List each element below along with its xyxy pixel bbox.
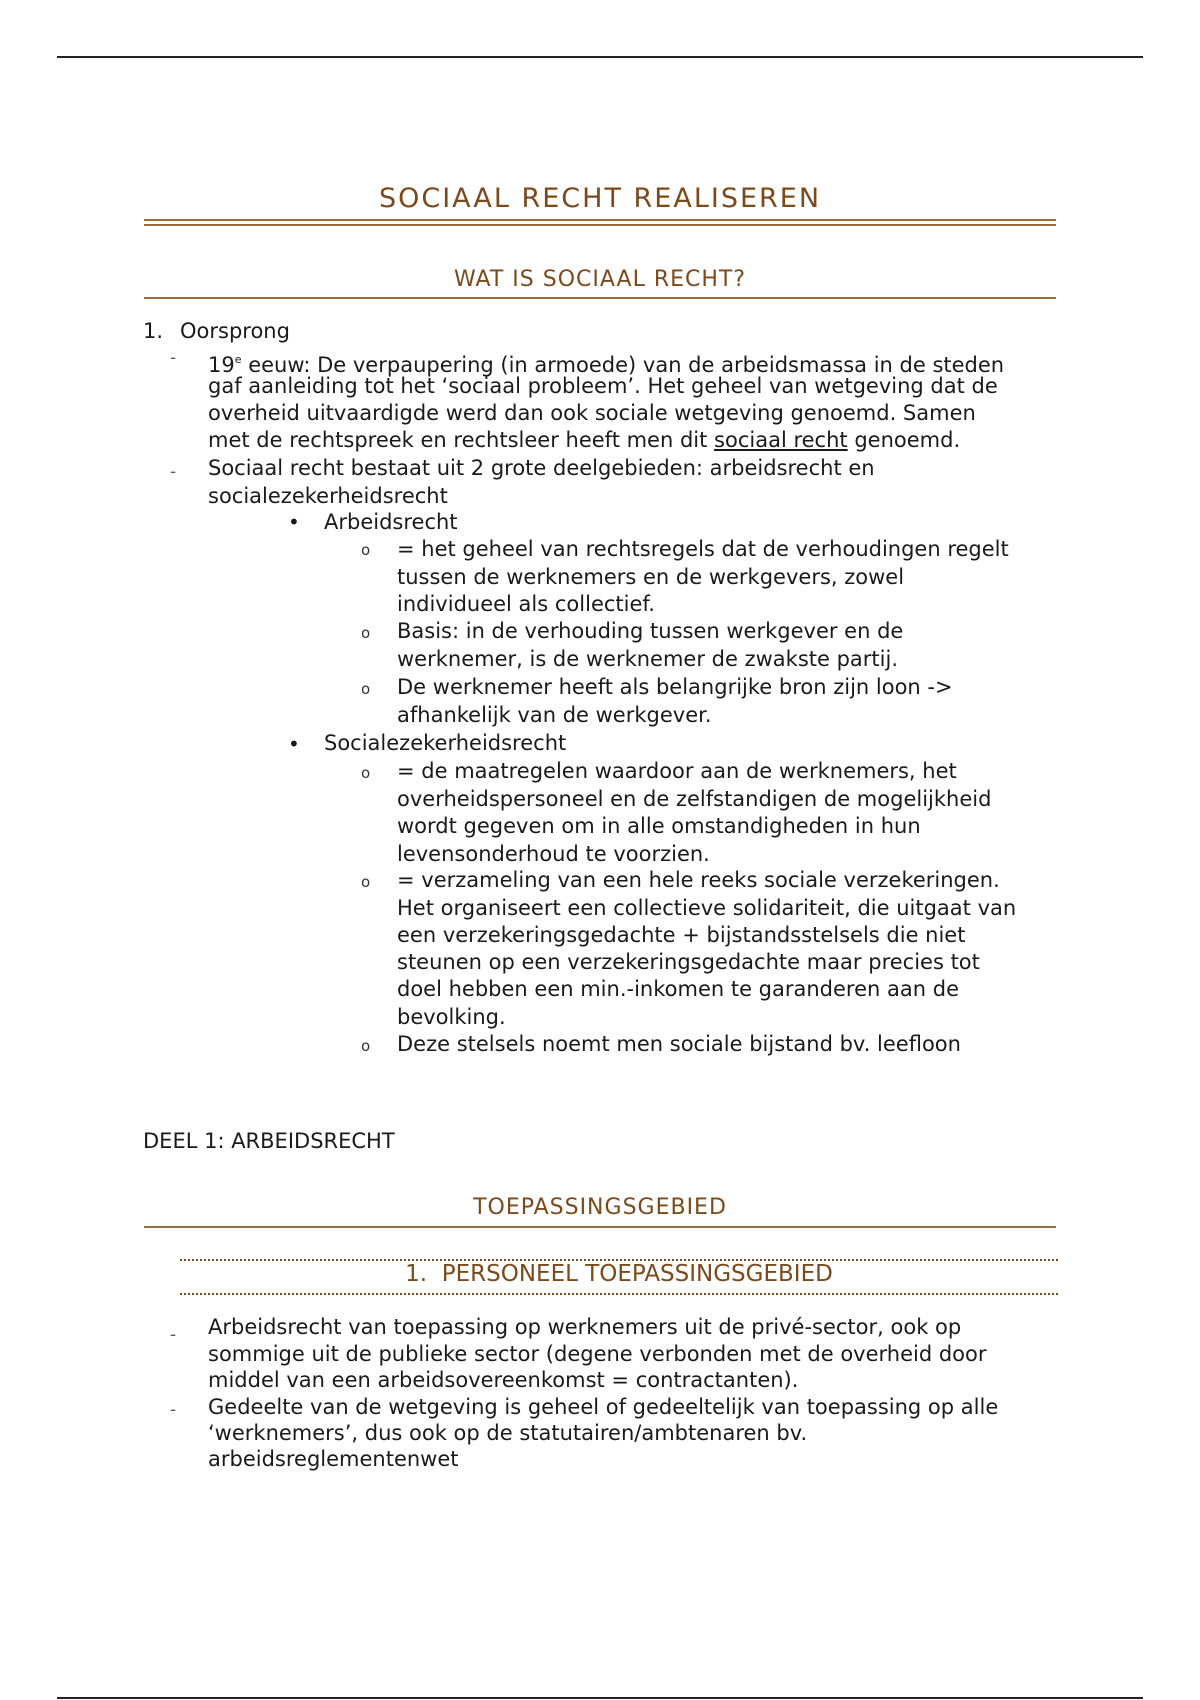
sub-point-line: steunen op een verzekeringsgedachte maar precies tot <box>397 950 980 974</box>
sub-point-line: overheidspersoneel en de zelfstandigen de mogelijkheid <box>397 787 992 811</box>
sub-point-line: levensonderhoud te voorzien. <box>397 842 710 866</box>
sub-point-line: Het organiseert een collectieve solidariteit, die uitgaat van <box>397 896 1017 920</box>
title-double-rule <box>144 219 1056 226</box>
bullet-label-szr: Socialezekerheidsrecht <box>324 731 567 755</box>
sub-point-line: individueel als collectief. <box>397 592 655 616</box>
section-heading-wat-is: WAT IS SOCIAAL RECHT? <box>453 267 747 292</box>
sub-point-line: werknemer, is de werknemer de zwakste partij. <box>397 647 898 671</box>
sub-point-line: afhankelijk van de werkgever. <box>397 703 712 727</box>
section-rule-1 <box>144 297 1056 299</box>
sub-point-line: een verzekeringsgedachte + bijstandsstelsels die niet <box>397 923 966 947</box>
sub-point-line: wordt gegeven om in alle omstandigheden in hun <box>397 814 921 838</box>
paragraph-line <box>208 427 960 454</box>
sub-point-line: = het geheel van rechtsregels dat de verhoudingen regelt <box>397 537 1009 561</box>
circle-marker: o <box>361 1037 371 1055</box>
paragraph-line: sommige uit de publieke sector (degene verbonden met de overheid door <box>208 1342 987 1366</box>
dash-marker: - <box>170 1400 177 1420</box>
paragraph-line: ‘werknemers’, dus ook op de statutairen/ambtenaren bv. <box>208 1421 808 1445</box>
dash-marker: - <box>170 348 177 368</box>
sub-point-line: De werknemer heeft als belangrijke bron zijn loon -> <box>397 675 953 699</box>
sub-point-line: Deze stelsels noemt men sociale bijstand bv. leefloon <box>397 1032 961 1056</box>
circle-marker: o <box>361 873 371 891</box>
paragraph-line: arbeidsreglementenwet <box>208 1447 459 1471</box>
sub-point-line: = de maatregelen waardoor aan de werknemers, het <box>397 759 957 783</box>
dash-marker: - <box>170 1325 177 1345</box>
paragraph-line: gaf aanleiding tot het ‘sociaal probleem’. Het geheel van wetgeving dat de <box>208 374 998 398</box>
sub-point-line: doel hebben een min.-inkomen te garanderen aan de <box>397 977 959 1001</box>
paragraph-text: met de rechtspreek en rechtsleer heeft men dit <box>208 428 715 452</box>
list-label-oorsprong: Oorsprong <box>180 319 290 343</box>
subheading-text: PERSONEEL TOEPASSINGSGEBIED <box>441 1261 833 1287</box>
paragraph-line: overheid uitvaardigde werd dan ook sociale wetgeving genoemd. Samen <box>208 401 976 425</box>
page-title: SOCIAAL RECHT REALISEREN <box>378 183 822 214</box>
sub-point-line: tussen de werknemers en de werkgevers, zowel <box>397 565 905 589</box>
paragraph-line: socialezekerheidsrecht <box>208 484 448 508</box>
subheading-number: 1. <box>405 1261 428 1287</box>
bullet-label-arbeidsrecht: Arbeidsrecht <box>324 510 458 534</box>
section-rule-2 <box>144 1226 1056 1228</box>
paragraph-text: genoemd. <box>847 428 961 452</box>
sub-point-line: = verzameling van een hele reeks sociale verzekeringen. <box>397 868 1000 892</box>
paragraph-line: Arbeidsrecht van toepassing op werknemers uit de privé-sector, ook op <box>208 1315 962 1339</box>
paragraph-line: middel van een arbeidsovereenkomst = contractanten). <box>208 1368 799 1392</box>
paragraph-line: Gedeelte van de wetgeving is geheel of gedeeltelijk van toepassing op alle <box>208 1395 999 1419</box>
underlined-term: sociaal recht <box>714 428 848 452</box>
subheading-personeel <box>180 1261 1058 1287</box>
circle-marker: o <box>361 764 371 782</box>
bullet-marker: • <box>288 510 300 534</box>
paragraph-text: eeuw: De verpaupering (in armoede) van de arbeidsmassa in de steden <box>241 353 1005 377</box>
circle-marker: o <box>361 541 371 559</box>
circle-marker: o <box>361 624 371 642</box>
dash-marker: - <box>170 462 177 482</box>
subheading-bottom-dotted-rule <box>180 1293 1058 1295</box>
paragraph-line: Sociaal recht bestaat uit 2 grote deelgebieden: arbeidsrecht en <box>208 456 875 480</box>
century-number: 19 <box>208 353 235 377</box>
century-superscript: e <box>234 353 242 366</box>
list-number-1: 1. <box>143 319 164 343</box>
circle-marker: o <box>361 680 371 698</box>
bullet-marker: • <box>288 732 300 756</box>
sub-point-line: bevolking. <box>397 1005 506 1029</box>
part-heading: DEEL 1: ARBEIDSRECHT <box>143 1129 395 1153</box>
section-heading-toepassingsgebied: TOEPASSINGSGEBIED <box>473 1195 727 1220</box>
sub-point-line: Basis: in de verhouding tussen werkgever en de <box>397 619 904 643</box>
